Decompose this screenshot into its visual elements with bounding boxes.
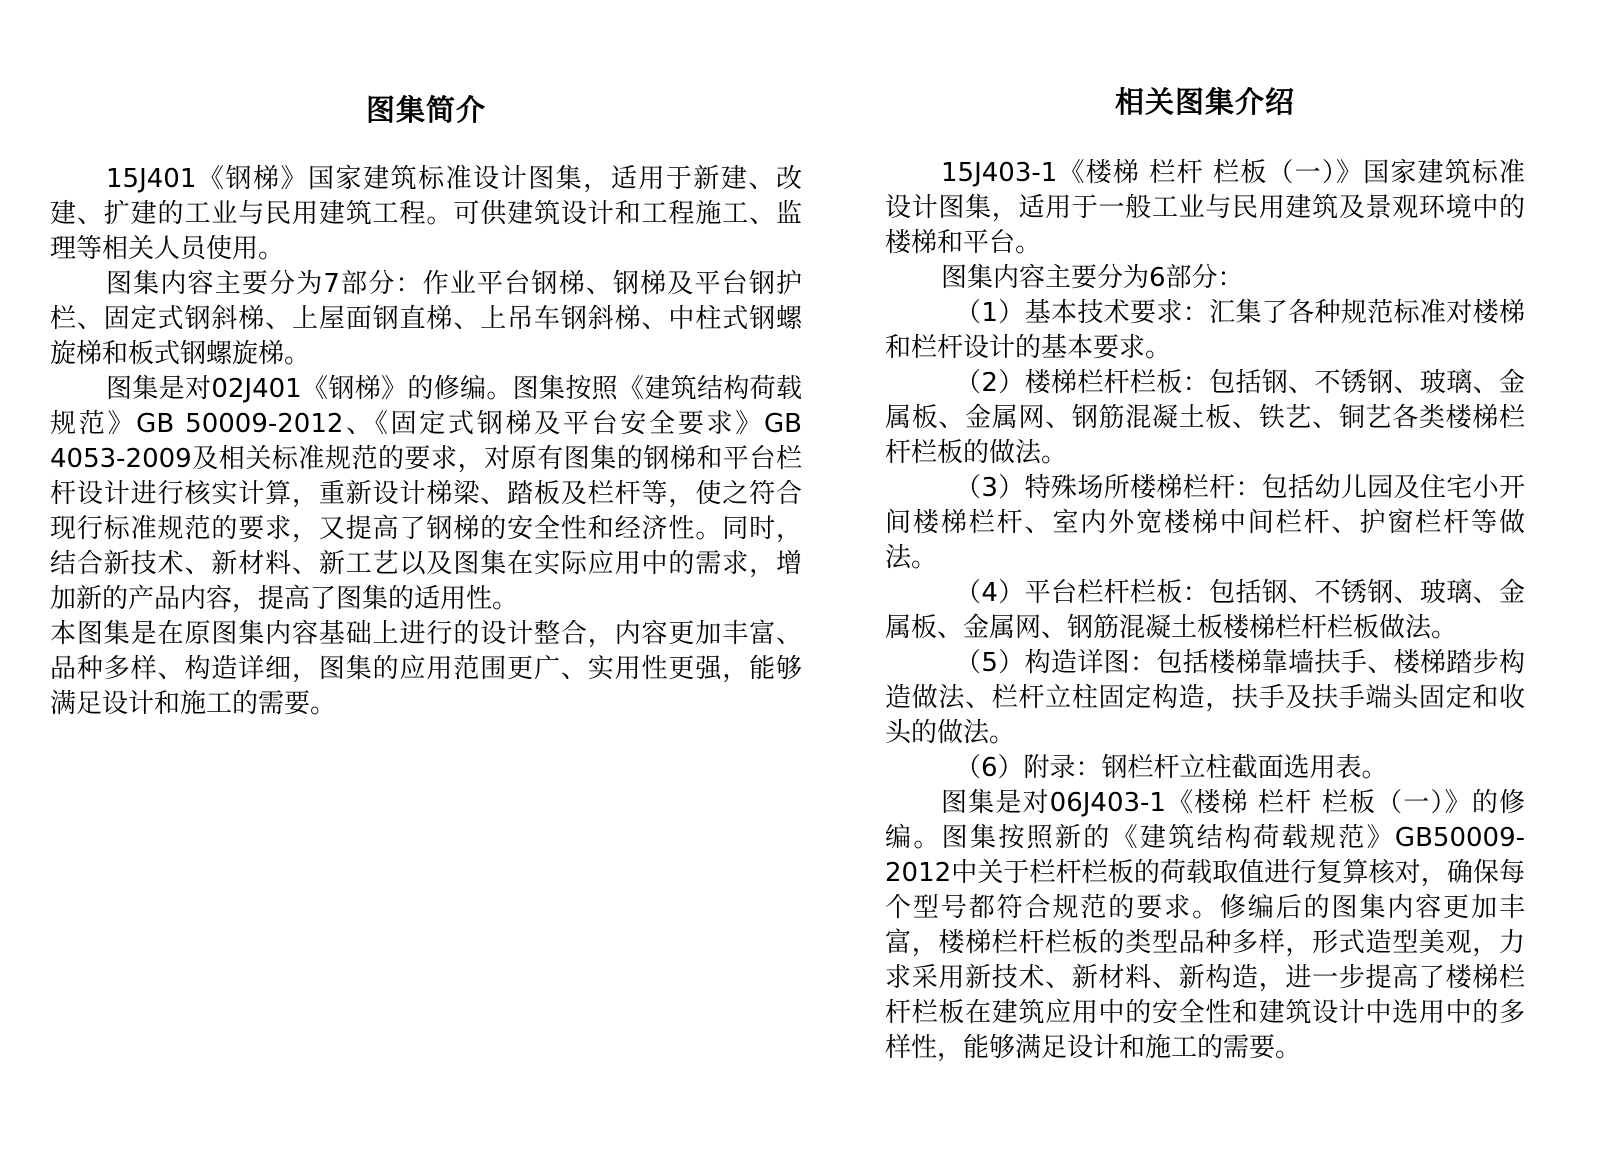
right-list-item-4: （4）平台栏杆栏板：包括钢、不锈钢、玻璃、金属板、金属网、钢筋混凝土板楼梯栏杆栏板做法。 — [885, 578, 1525, 643]
right-title: 相关图集介绍 — [1114, 85, 1295, 119]
left-title: 图集简介 — [365, 93, 486, 127]
right-list-item-2: （2）楼梯栏杆栏板：包括钢、不锈钢、玻璃、金属板、金属网、钢筋混凝土板、铁艺、铜艺各类楼梯栏杆栏板的做法。 — [885, 368, 1525, 468]
right-paragraph-3: 图集是对06J403-1《楼梯 栏杆 栏板（一）》的修编。图集按照新的《建筑结构荷载规范》GB50009-2012中关于栏杆栏板的荷载取值进行复算核对，确保每个型号都符合规范的要求。修编后的图集内容更加丰富，楼梯栏杆栏板的类型品种多样，形式造型美观，力求采用新技术、新材料、新构造，进一步提高了楼梯栏杆栏板在建筑应用中的安全性和建筑设计中选用中的多样性，能够满足设计和施工的需要。 — [885, 788, 1525, 1063]
right-list-item-3: （3）特殊场所楼梯栏杆：包括幼儿园及住宅小开间楼梯栏杆、室内外宽楼梯中间栏杆、护窗栏杆等做法。 — [885, 473, 1525, 573]
right-column — [885, 0, 1525, 1066]
left-paragraph-1: 15J401《钢梯》国家建筑标准设计图集，适用于新建、改建、扩建的工业与民用建筑工程。可供建筑设计和工程施工、监理等相关人员使用。 — [50, 164, 802, 264]
right-list-item-5: （5）构造详图：包括楼梯靠墙扶手、楼梯踏步构造做法、栏杆立柱固定构造，扶手及扶手端头固定和收头的做法。 — [885, 648, 1525, 748]
left-column — [50, 0, 802, 722]
right-list-item-6: （6）附录：钢栏杆立柱截面选用表。 — [955, 753, 1388, 783]
right-body — [885, 156, 1525, 1066]
right-paragraph-2: 图集内容主要分为6部分： — [941, 263, 1244, 293]
left-body — [50, 162, 802, 722]
right-paragraph-1: 15J403-1《楼梯 栏杆 栏板（一）》国家建筑标准设计图集，适用于一般工业与民用建筑及景观环境中的楼梯和平台。 — [885, 158, 1525, 258]
left-paragraph-3: 图集是对02J401《钢梯》的修编。图集按照《建筑结构荷载规范》GB 50009-2012、《固定式钢梯及平台安全要求》GB 4053-2009及相关标准规范的要求，对原有图集的钢梯和平台栏杆设计进行核实计算，重新设计梯梁、踏板及栏杆等，使之符合现行标准规范的要求，又提高了钢梯的安全性和经济性。同时，结合新技术、新材料、新工艺以及图集在实际应用中的需求，增加新的产品内容，提高了图集的适用性。 — [50, 374, 802, 614]
left-paragraph-2: 图集内容主要分为7部分：作业平台钢梯、钢梯及平台钢护栏、固定式钢斜梯、上屋面钢直梯、上吊车钢斜梯、中柱式钢螺旋梯和板式钢螺旋梯。 — [50, 269, 802, 369]
right-list-item-1: （1）基本技术要求：汇集了各种规范标准对楼梯和栏杆设计的基本要求。 — [885, 298, 1525, 363]
left-paragraph-4: 本图集是在原图集内容基础上进行的设计整合，内容更加丰富、品种多样、构造详细，图集的应用范围更广、实用性更强，能够满足设计和施工的需要。 — [50, 619, 802, 719]
